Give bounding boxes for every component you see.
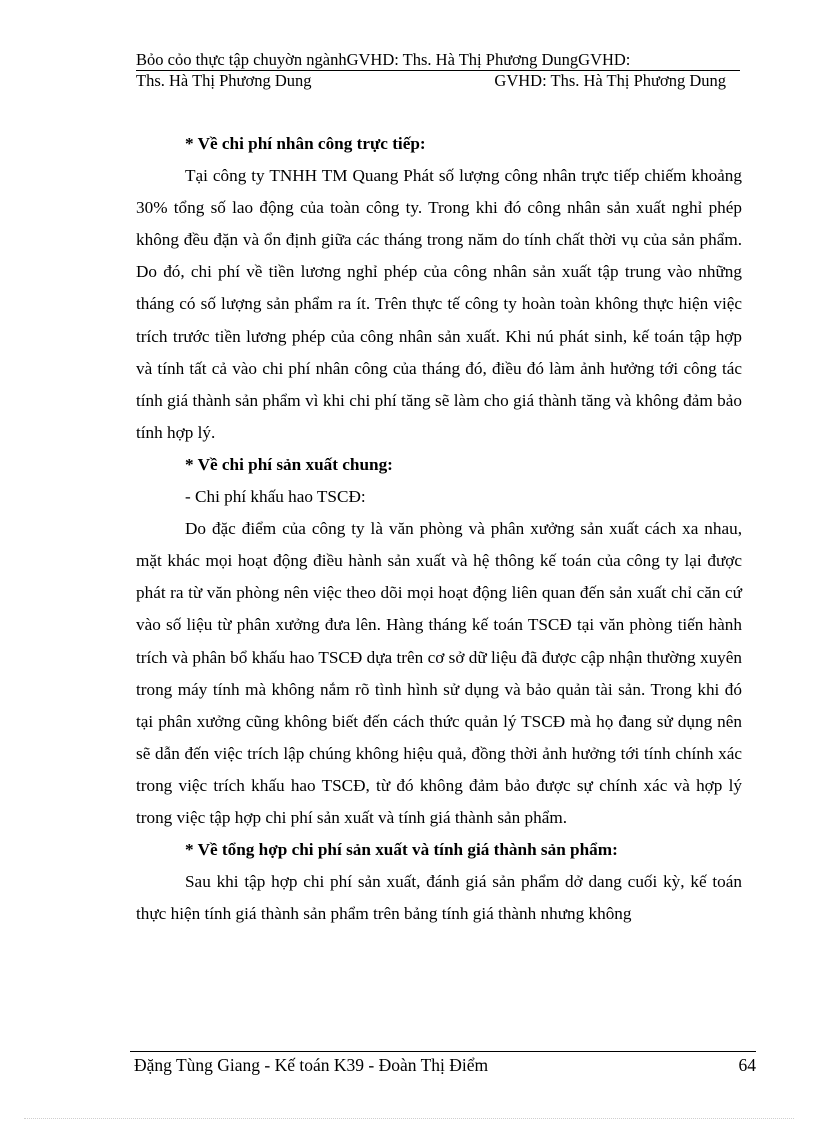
subheading-depreciation: - Chi phí khấu hao TSCĐ: [185,487,366,507]
footer-divider [130,1051,756,1052]
paragraph-labor-cost: Tại công ty TNHH TM Quang Phát số lượng công nhân trực tiếp chiếm khoảng 30% tổng số lao động của toàn công ty. Trong khi đó công nhân sản xuất nghỉ phép không đều đặn và ổn định giữa các tháng trong năm do tính chất thời vụ của sản phẩm. Do đó, chi phí về tiền lương nghỉ phép của công nhân sản xuất tập trung vào những tháng có số lượng sản phẩm ra ít. Trên thực tế công ty hoàn toàn không thực hiện việc trích trước tiền lương phép của công nhân sản xuất. Khi nú phát sinh, kế toán tập hợp và tính tất cả vào chi phí nhân công của tháng đó, điều đó làm ảnh hưởng tới công tác tính giá thành sản phẩm vì khi chi phí tăng sẽ làm cho giá thành tăng và không đảm bảo tính hợp lý. [136,166,742,442]
footer-author: Đặng Tùng Giang - Kế toán K39 - Đoàn Thị Điểm [134,1055,489,1075]
section-heading-costing: * Về tổng hợp chi phí sản xuất và tính giá thành sản phẩm: [185,840,618,860]
header-advisor-repeat: GVHD: Ths. Hà Thị Phương Dung [494,71,726,90]
header-line-1: Bỏo cỏo thực tập chuyờn ngànhGVHD: Ths. Hà Thị Phương DungGVHD: [136,50,631,69]
page-bottom-edge [24,1118,794,1119]
header-divider [136,70,740,71]
page-footer [134,1054,756,1076]
page-number: 64 [738,1055,756,1075]
document-body [136,128,742,930]
section-heading-labor-cost: * Về chi phí nhân công trực tiếp: [185,134,426,153]
section-heading-overhead: * Về chi phí sản xuất chung: [185,454,393,474]
header-line-2 [136,70,740,91]
header-advisor-name: Ths. Hà Thị Phương Dung [136,71,312,90]
paragraph-depreciation: Do đặc điểm của công ty là văn phòng và phân xưởng sản xuất cách xa nhau, mặt khác mọi hoạt động điều hành sản xuất và hệ thông kế toán của công ty lại được phát ra từ văn phòng nên việc theo dõi mọi hoạt động liên quan đến sản xuất chỉ căn cứ vào số liệu từ phân xưởng đưa lên. Hàng tháng kế toán TSCĐ tại văn phòng tiến hành trích và phân bổ khấu hao TSCĐ dựa trên cơ sở dữ liệu đã được cập nhận thường xuyên trong máy tính mà không nắm rõ tình hình sử dụng và bảo quản tài sản. Trong khi đó tại phân xưởng cũng không biết đến cách thức quản lý TSCĐ mà họ đang sử dụng nên sẽ dẫn đến việc trích lập chúng không hiệu quả, đồng thời ảnh hưởng tới tính chính xác trong việc trích khấu hao TSCĐ, từ đó không đảm bảo được sự chính xác và hợp lý trong việc tập hợp chi phí sản xuất và tính giá thành sản phẩm. [136,519,742,827]
paragraph-costing: Sau khi tập hợp chi phí sản xuất, đánh giá sản phẩm dở dang cuối kỳ, kế toán thực hiện tính giá thành sản phẩm trên bảng tính giá thành nhưng không [136,872,742,924]
